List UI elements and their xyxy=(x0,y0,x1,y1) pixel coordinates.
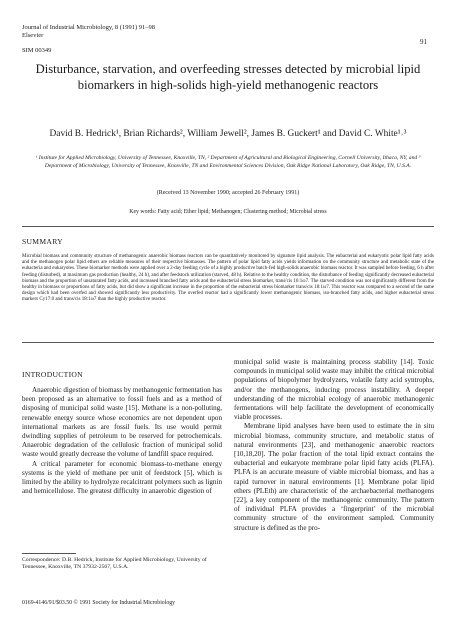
author-list: David B. Hedrick¹, Brian Richards², William Jewell², James B. Guckert¹ and David C. White¹˒³ xyxy=(49,129,407,139)
footnote-rule xyxy=(22,553,76,554)
intro-paragraph: municipal solid waste is maintaining process stability [14]. Toxic compounds in municipal solid waste may inhibit the critical microbial populations of biopolymer hydrolyzers, volatile fatty acid syntrophs, and/or the methanogens, inducing process instability. A deeper understanding of the microbial ecology of anaerobic methanogenic fermentations will help facilitate the development of economically viable processes. xyxy=(234,358,434,422)
rule-top xyxy=(22,226,434,227)
summary-text: Microbial biomass and community structure of methanogenic anaerobic biomass reactors can be quantitatively monitored by signature lipid analysis. The eubacterial and eukaryotic polar lipid fatty acids and the methanogen polar lipid ethers are reliable measures of their respective biomasses. The pattern of polar lipid fatty acids yields information on the community structure and metabolic state of the eubacteria and eukaryotes. These biomarker methods were applied over a 2-day feeding cycle of a highly productive batch-fed high-solids anaerobic biomass reactor. It was sampled before feeding, 6 h after feeding (disturbed), at maximum gas production (healthy, 24 h), and after feedstock utilization (starved, 48 h). Relative to the healthy condition, the disturbance of feeding significantly decreased eubacterial biomass and the proportion of unsaturated fatty acids, and increased branched fatty acids and the eubacterial stress biomarker, trans/cis 16:1ω7. The starved condition was not significantly different from the healthy in biomass or proportions of fatty acids, but did show a significant increase in the proportion of the eubacterial stress biomarker trans/cis 18:1ω7. This reactor was compared to a second of the same design which had been overfed and showed significantly less productivity. The overfed reactor had a significantly lower methanogenic biomass, iso-branched fatty acids, and higher eubacterial stress markers Cy17:0 and trans/cis 18:1ω7 than the highly productive reactor. xyxy=(22,254,434,303)
introduction-heading: INTRODUCTION xyxy=(22,370,83,379)
received-dates: (Received 13 November 1990; accepted 26 February 1991) xyxy=(156,190,300,196)
intro-paragraph: A critical parameter for economic biomass-to-methane energy systems is the yield of methane per unit of feedstock [5], which is limited by the ability to hydrolyze recalcitrant polymers such as lignin and hemicellulose. The greatest difficulty in anaerobic digestion of xyxy=(22,459,222,496)
page-number: 91 xyxy=(420,38,427,46)
intro-right-column xyxy=(234,358,434,533)
intro-left-column xyxy=(22,386,222,496)
keywords: Key words: Fatty acid; Ether lipid; Methanogen; Clustering method; Microbial stress xyxy=(129,209,327,215)
affiliations: ¹ Institute for Applied Microbiology, University of Tennessee, Knoxville, TN, ² Department of Agricultural and Biological Engineering, Cornell University, Ithaca, NY, and ³ Department of Microbiology, University of Tennessee, Knoxville, TN and Environmental Sciences Division, Oak Ridge National Laboratory, Oak Ridge, TN, U.S.A. xyxy=(35,155,421,169)
article-id: SIM 00349 xyxy=(22,47,52,54)
journal-citation: Journal of Industrial Microbiology, 8 (1991) 91–98 xyxy=(22,24,155,31)
publisher-name: Elsevier xyxy=(22,32,44,39)
intro-paragraph: Anaerobic digestion of biomass by methanogenic fermentation has been proposed as an alternative to fossil fuels and as a method of disposing of municipal solid waste [15]. Methane is a non-polluting, renewable energy source whose economics are not dependent upon international markets as are fossil fuels. Its use would permit dwindling supplies of petroleum to be reserved for petrochemicals. Anaerobic degradation of the cellulosic fraction of municipal solid waste would greatly decrease the volume of landfill space required. xyxy=(22,386,222,459)
article-title: Disturbance, starvation, and overfeeding stresses detected by microbial lipid biomarkers in high-solids high-yield methanogenic reactors xyxy=(35,62,421,92)
summary-heading: SUMMARY xyxy=(22,237,63,246)
intro-paragraph: Membrane lipid analyses have been used to estimate the in situ microbial biomass, community structure, and metabolic status of natural environments [23], and methanogenic anaerobic reactors [10,18,20]. The polar fraction of the total lipid extract contains the eubacterial and eukaryote membrane polar lipid fatty acids (PLFA). PLFA is an accurate measure of viable microbial biomass, and has a rapid turnover in natural environments [1]. Membrane polar lipid ethers (PLEth) are characteristic of the archaebacterial methanogens [22], a key component of the methanogenic community. The pattern of individual PLFA provides a ‘fingerprint’ of the microbial community structure of the environment sampled. Community structure is defined as the pro- xyxy=(234,422,434,532)
rule-bottom xyxy=(22,342,434,343)
copyright-line: 0169-4146/91/$03.50 © 1991 Society for Industrial Microbiology xyxy=(22,600,176,606)
correspondence-note: Correspondence: D.B. Hedrick, Institute for Applied Microbiology, University of Tennessee, Knoxville, TN 37932-2567, U.S.A. xyxy=(22,557,207,571)
